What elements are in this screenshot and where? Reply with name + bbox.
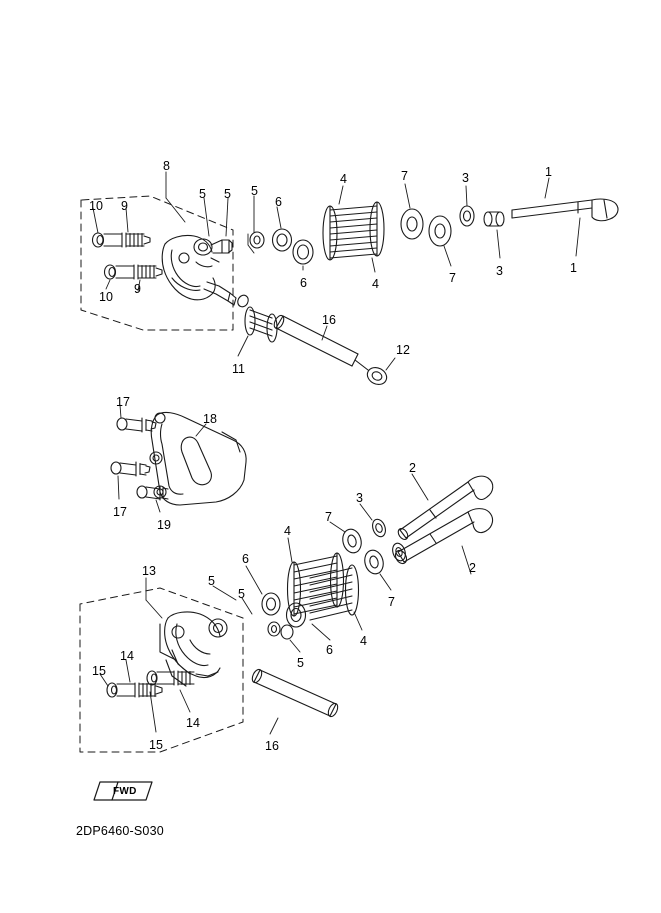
callout-13: 13 (142, 564, 156, 578)
callout-5d: 5 (208, 574, 215, 588)
callout-6c: 6 (242, 552, 249, 566)
fwd-label: FWD (113, 786, 137, 797)
callout-5e: 5 (238, 587, 245, 601)
callout-3a: 3 (462, 171, 469, 185)
callout-7b: 7 (449, 271, 456, 285)
callout-9b: 9 (134, 282, 141, 296)
callout-6d: 6 (326, 643, 333, 657)
bolt-upper-2 (105, 265, 163, 279)
callout-15b: 15 (149, 738, 163, 752)
valve-top (512, 199, 618, 221)
callout-10b: 10 (99, 290, 113, 304)
callout-15a: 15 (92, 664, 106, 678)
callout-18: 18 (203, 412, 217, 426)
oil-seal-top-2 (293, 240, 313, 264)
rocker-arm-lower (160, 612, 227, 686)
callout-1a: 1 (545, 165, 552, 179)
callout-4b: 4 (372, 277, 379, 291)
callout-5c: 5 (251, 184, 258, 198)
callout-17b: 17 (113, 505, 127, 519)
valve-spring-lower-2 (310, 565, 359, 620)
callout-2a: 2 (409, 461, 416, 475)
callout-3c: 3 (356, 491, 363, 505)
callout-7a: 7 (401, 169, 408, 183)
callout-4d: 4 (360, 634, 367, 648)
callout-3b: 3 (496, 264, 503, 278)
callout-8: 8 (163, 159, 170, 173)
bolt-upper-1 (93, 233, 151, 247)
oil-seal-top-1 (273, 229, 292, 251)
valve-cotter-top (250, 232, 264, 248)
callout-6a: 6 (275, 195, 282, 209)
callout-16b: 16 (265, 739, 279, 753)
bolt-19 (137, 486, 168, 500)
valve-stem-seal-top (460, 206, 504, 226)
bolt-17-upper (117, 418, 156, 432)
dashed-group-top (81, 196, 233, 330)
callout-11: 11 (232, 362, 245, 376)
callout-5a: 5 (199, 187, 206, 201)
callout-6b: 6 (300, 276, 307, 290)
callout-16a: 16 (322, 313, 336, 327)
spring-seat-mid-2 (362, 548, 386, 576)
callout-4c: 4 (284, 524, 291, 538)
callout-19: 19 (157, 518, 171, 532)
push-rod-lower (250, 668, 339, 718)
spring-seat-top-1 (401, 209, 423, 239)
rocker-arm-upper (162, 235, 250, 308)
callout-17a: 17 (116, 395, 130, 409)
callout-5f: 5 (297, 656, 304, 670)
callout-12: 12 (396, 343, 410, 357)
callout-7d: 7 (388, 595, 395, 609)
callout-7c: 7 (325, 510, 332, 524)
oil-seal-lower-1 (262, 593, 280, 615)
spring-11 (245, 307, 277, 342)
cotter-lower (268, 622, 293, 639)
valve-stem-seal-mid (370, 517, 387, 538)
valve-spring-top (323, 202, 384, 260)
callout-4a: 4 (340, 172, 347, 186)
callout-5b: 5 (224, 187, 231, 201)
callout-2b: 2 (469, 561, 476, 575)
bracket-18 (150, 412, 246, 505)
callout-14b: 14 (186, 716, 200, 730)
callout-1b: 1 (570, 261, 577, 275)
callout-9a: 9 (121, 199, 128, 213)
part-code-label: 2DP6460-S030 (76, 824, 164, 838)
callout-10a: 10 (89, 199, 103, 213)
spring-seat-top-2 (429, 216, 451, 246)
bolt-17-lower (111, 462, 150, 476)
callout-14a: 14 (120, 649, 134, 663)
